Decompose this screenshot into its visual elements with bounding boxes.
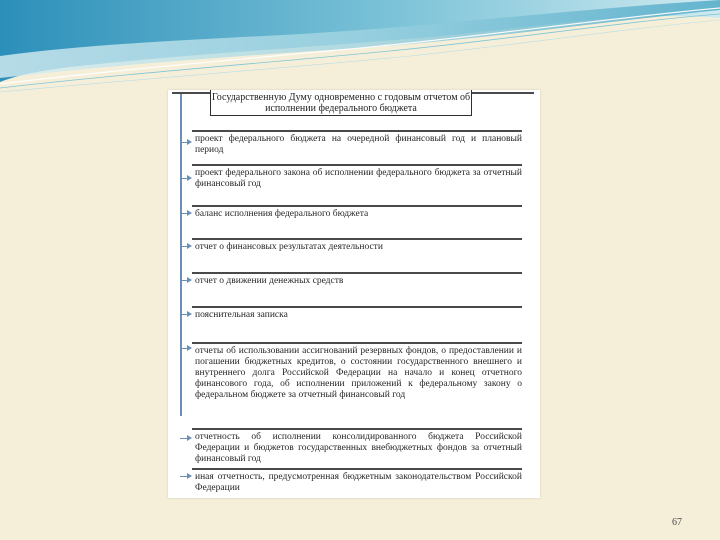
list-item (192, 205, 522, 225)
item-text: иная отчетность, предусмотренная бюджетным законодательством Российской Федерации (195, 472, 522, 493)
item-rule (192, 342, 522, 344)
item-rule (192, 306, 522, 308)
item-rule (192, 272, 522, 274)
list-item (192, 272, 522, 292)
item-text: отчет о финансовых результатах деятельности (195, 242, 383, 252)
list-item (192, 468, 522, 496)
item-text: проект федерального закона об исполнении федерального бюджета за отчетный финансовый год (195, 168, 522, 189)
item-text: баланс исполнения федерального бюджета (195, 209, 369, 219)
arrow-right-icon (187, 139, 192, 145)
list-item (192, 306, 522, 326)
item-text: отчет о движении денежных средств (195, 276, 344, 286)
budget-report-diagram (168, 90, 540, 498)
arrow-right-icon (187, 311, 192, 317)
item-text: отчеты об использовании ассигнований резервных фондов, о предоставлении и погашении бюджетных кредитов, о состоянии государственного внешнего и внутреннего долга Российской Федерации на начало и конец отчетного финансового года, об исполнении приложений к федеральному закону о федеральном бюджете за отчетный финансовый год (195, 346, 522, 400)
arrow-right-icon (187, 210, 192, 216)
list-item (192, 238, 522, 258)
list-item (192, 164, 522, 194)
item-text: проект федерального бюджета на очередной финансовый год и плановый период (195, 134, 522, 155)
list-item (192, 342, 522, 414)
item-rule (192, 468, 522, 470)
arrow-right-icon (187, 435, 192, 441)
diagram-header-box: Государственную Думу одновременно с годовым отчетом об исполнении федерального бюджета (211, 92, 471, 114)
item-rule (192, 238, 522, 240)
list-item (192, 428, 522, 464)
page-number: 67 (672, 517, 682, 528)
arrow-right-icon (187, 345, 192, 351)
item-rule (192, 428, 522, 430)
arrow-right-icon (187, 243, 192, 249)
arrow-right-icon (187, 473, 192, 479)
list-item (192, 130, 522, 160)
arrow-right-icon (187, 175, 192, 181)
item-text: отчетность об исполнении консолидированного бюджета Российской Федерации и бюджетов государственных внебюджетных фондов за отчетный финансовый год (195, 432, 522, 464)
item-rule (192, 205, 522, 207)
item-text: пояснительная записка (195, 310, 288, 320)
item-rule (192, 130, 522, 132)
item-rule (192, 164, 522, 166)
arrow-right-icon (187, 277, 192, 283)
